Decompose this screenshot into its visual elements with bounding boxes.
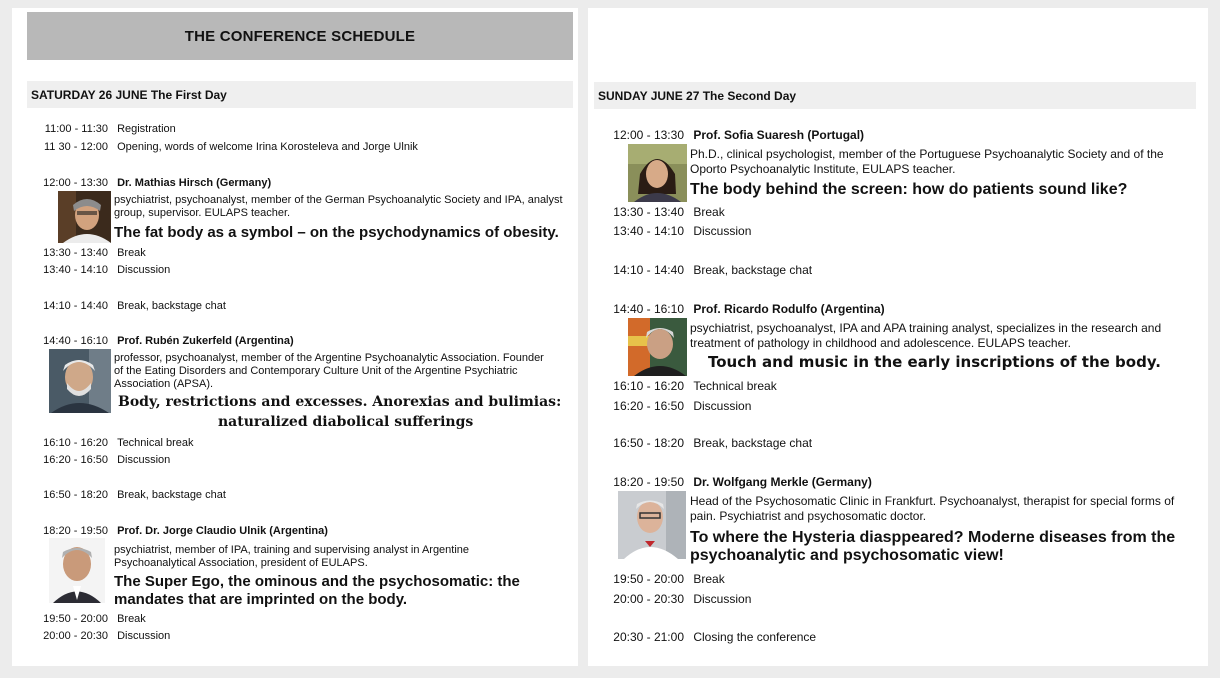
speaker-bio: psychiatrist, psychoanalyst, member of the German Psychoanalytic Society and IPA, analyst group, supervisor. EULAPS teacher. <box>114 194 563 219</box>
speaker-name: Prof. Sofia Suaresh (Portugal) <box>693 128 865 142</box>
speaker-bio: professor, psychoanalyst, member of the Argentine Psychoanalytic Association. Founder of the Eating Disorders and Contemporary Culture Unit of the Argentine Psychiatric Association (APSA). <box>114 352 544 390</box>
schedule-row-backstage <box>38 489 226 501</box>
speaker-photo-rodulfo <box>628 318 687 376</box>
session-hirsch-header <box>38 177 271 189</box>
schedule-row-registration <box>38 123 176 135</box>
session-merkle-header <box>606 475 872 489</box>
speaker-photo-suaresh <box>628 144 687 202</box>
time: 14:40 - 16:10 <box>613 302 684 316</box>
speaker-bio: psychiatrist, psychoanalyst, IPA and APA training analyst, specializes in the research and treatment of pathology in childhood and adolescence. EULAPS teacher. <box>690 321 1162 350</box>
label: Break, backstage chat <box>117 300 226 312</box>
speaker-photo-ulnik <box>49 538 105 603</box>
speaker-name: Prof. Ricardo Rodulfo (Argentina) <box>693 302 885 316</box>
speaker-bio: Ph.D., clinical psychologist, member of the Portuguese Psychoanalytic Society and of the Oporto Psychoanalytic Institute, EULAPS teacher. <box>690 147 1164 176</box>
label: Break <box>117 613 146 625</box>
schedule-row-discussion <box>606 592 751 606</box>
label: Technical break <box>117 437 194 449</box>
time: 13:40 - 14:10 <box>613 224 684 238</box>
label: Discussion <box>117 264 171 276</box>
schedule-row-technical-break <box>38 437 194 449</box>
label: Break, backstage chat <box>117 489 226 501</box>
label: Break <box>693 205 725 219</box>
schedule-row-discussion <box>38 454 170 466</box>
schedule-row-discussion <box>38 630 170 642</box>
schedule-row-discussion <box>38 264 170 276</box>
schedule-row-closing <box>606 630 816 644</box>
label: Discussion <box>693 399 752 413</box>
speaker-bio: Head of the Psychosomatic Clinic in Frankfurt. Psychoanalyst, therapist for special forms of pain. Psychiatrist and psychosomatic doctor. <box>690 494 1175 523</box>
speaker-photo-zukerfeld <box>49 349 111 413</box>
schedule-row-break <box>606 205 725 219</box>
label: Technical break <box>693 379 777 393</box>
session-ulnik-header <box>38 525 328 537</box>
talk-title: The body behind the screen: how do patients sound like? <box>690 181 1128 198</box>
time: 13:40 - 14:10 <box>43 264 108 276</box>
talk-title: The Super Ego, the ominous and the psychosomatic: the mandates that are imprinted on the body. <box>114 573 520 608</box>
time: 16:50 - 18:20 <box>613 436 684 450</box>
talk-title: To where the Hysteria diasppeared? Moderne diseases from the psychoanalytic and psychosomatic view! <box>690 529 1176 564</box>
session-zukerfeld-header <box>38 335 294 347</box>
time: 13:30 - 13:40 <box>613 205 684 219</box>
talk-title: Touch and music in the early inscriptions of the body. <box>708 353 1161 371</box>
label: Break <box>693 572 725 586</box>
time: 12:00 - 13:30 <box>613 128 684 142</box>
page-title: THE CONFERENCE SCHEDULE <box>27 12 573 60</box>
speaker-name: Prof. Rubén Zukerfeld (Argentina) <box>117 335 294 347</box>
time: 16:50 - 18:20 <box>43 489 108 501</box>
label: Discussion <box>693 224 752 238</box>
speaker-photo-merkle <box>618 491 686 559</box>
speaker-name: Prof. Dr. Jorge Claudio Ulnik (Argentina) <box>117 525 328 537</box>
time: 19:50 - 20:00 <box>613 572 684 586</box>
time: 11 30 - 12:00 <box>43 141 108 153</box>
talk-title-line2: naturalized diabolical sufferings <box>218 414 474 430</box>
schedule-row-discussion <box>606 399 751 413</box>
label: Break, backstage chat <box>693 263 813 277</box>
speaker-name: Dr. Wolfgang Merkle (Germany) <box>693 475 872 489</box>
label: Break, backstage chat <box>693 436 813 450</box>
schedule-row-backstage <box>606 263 812 277</box>
schedule-row-discussion <box>606 224 751 238</box>
time: 20:30 - 21:00 <box>613 630 684 644</box>
day2-heading: SUNDAY JUNE 27 The Second Day <box>594 82 1196 109</box>
schedule-row-backstage <box>606 436 812 450</box>
session-rodulfo-header <box>606 302 885 316</box>
session-suaresh-header <box>606 128 864 142</box>
label: Opening, words of welcome Irina Korosteleva and Jorge Ulnik <box>117 141 418 153</box>
label: Break <box>117 247 146 259</box>
label: Discussion <box>117 454 171 466</box>
speaker-photo-hirsch <box>58 191 111 243</box>
schedule-row-backstage <box>38 300 226 312</box>
schedule-row-break <box>606 572 725 586</box>
time: 14:40 - 16:10 <box>43 335 108 347</box>
schedule-row-break <box>38 247 146 259</box>
time: 20:00 - 20:30 <box>613 592 684 606</box>
time: 16:20 - 16:50 <box>613 399 684 413</box>
time: 12:00 - 13:30 <box>43 177 108 189</box>
time: 18:20 - 19:50 <box>613 475 684 489</box>
schedule-row-technical-break <box>606 379 777 393</box>
speaker-name: Dr. Mathias Hirsch (Germany) <box>117 177 272 189</box>
time: 16:10 - 16:20 <box>613 379 684 393</box>
day1-panel <box>12 8 578 666</box>
time: 13:30 - 13:40 <box>43 247 108 259</box>
time: 20:00 - 20:30 <box>43 630 108 642</box>
schedule-row-opening <box>38 141 418 153</box>
label: Registration <box>117 123 176 135</box>
label: Discussion <box>117 630 171 642</box>
time: 19:50 - 20:00 <box>43 613 108 625</box>
label: Closing the conference <box>693 630 817 644</box>
talk-title: The fat body as a symbol – on the psychodynamics of obesity. <box>114 224 559 241</box>
time: 16:20 - 16:50 <box>43 454 108 466</box>
schedule-row-break <box>38 613 146 625</box>
day2-panel <box>588 8 1208 666</box>
speaker-bio: psychiatrist, member of IPA, training and supervising analyst in Argentine Psychoanalytical Association, president of EULAPS. <box>114 544 470 569</box>
time: 16:10 - 16:20 <box>43 437 108 449</box>
day1-heading: SATURDAY 26 JUNE The First Day <box>27 81 573 108</box>
time: 14:10 - 14:40 <box>613 263 684 277</box>
time: 18:20 - 19:50 <box>43 525 108 537</box>
time: 14:10 - 14:40 <box>43 300 108 312</box>
label: Discussion <box>693 592 752 606</box>
talk-title: Body, restrictions and excesses. Anorexias and bulimias: <box>118 394 562 410</box>
time: 11:00 - 11:30 <box>44 123 108 135</box>
